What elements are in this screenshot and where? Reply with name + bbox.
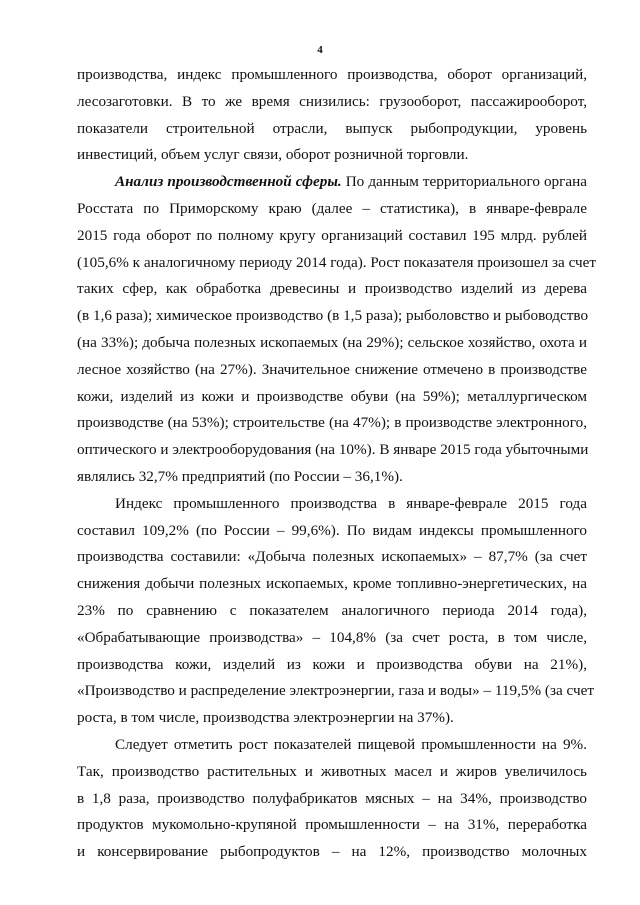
- text-line: являлись 32,7% предприятий (по России – 36,1%).: [77, 467, 403, 485]
- text-line: и консервирование рыбопродуктов – на 12%, производство молочных: [77, 843, 587, 861]
- text-line: «Производство и распределение электроэнергии, газа и воды» – 119,5% (за счет: [77, 682, 594, 700]
- text-line: производства, индекс промышленного производства, оборот организаций,: [77, 66, 587, 83]
- text-line: (105,6% к аналогичному периоду 2014 года). Рост показателя произошел за счет: [77, 253, 597, 271]
- text-line: оптического и электрооборудования (на 10%). В январе 2015 года убыточными: [77, 441, 589, 459]
- text-line: инвестиций, объем услуг связи, оборот розничной торговли.: [77, 146, 469, 164]
- paragraph-4: [77, 732, 587, 866]
- text-line: Индекс промышленного производства в январе-феврале 2015 года: [115, 494, 587, 512]
- text-line: в 1,8 раза, производство полуфабрикатов мясных – на 34%, производство: [77, 789, 587, 807]
- text-line: 2015 года оборот по полному кругу организаций составил 195 млрд. рублей: [77, 226, 587, 244]
- text-line: лесное хозяйство (на 27%). Значительное снижение отмечено в производстве: [77, 360, 587, 378]
- text-line: 23% по сравнению с показателем аналогичного периода 2014 года),: [77, 601, 587, 619]
- text-line: «Обрабатывающие производства» – 104,8% (за счет роста, в том числе,: [77, 628, 587, 646]
- text-line: Следует отметить рост показателей пищевой промышленности на 9%.: [115, 735, 587, 753]
- text-line: Росстата по Приморскому краю (далее – статистика), в январе-феврале: [77, 199, 587, 217]
- text-line: кожи, изделий из кожи и производстве обуви (на 59%); металлургическом: [77, 387, 587, 405]
- text-line: производства составили: «Добыча полезных ископаемых» – 87,7% (за счет: [77, 548, 587, 566]
- text-line: снижения добычи полезных ископаемых, кроме топливно-энергетических, на: [77, 575, 587, 593]
- text-line: составил 109,2% (по России – 99,6%). По видам индексы промышленного: [77, 521, 587, 539]
- text-line: продуктов мукомольно-крупяной промышленности – на 31%, переработка: [77, 816, 587, 834]
- text-line: [77, 169, 587, 196]
- text-line: производстве (на 53%); строительстве (на 47%); в производстве электронного,: [77, 414, 587, 432]
- text-line: показатели строительной отрасли, выпуск рыбопродукции, уровень: [77, 119, 587, 137]
- paragraph-1: [77, 62, 587, 169]
- section-heading: Анализ производственной сферы.: [115, 173, 342, 191]
- page-number: 4: [317, 44, 323, 56]
- text-run: По данным территориального органа: [341, 173, 587, 191]
- text-line: таких сфер, как обработка древесины и производство изделий из дерева: [77, 280, 587, 298]
- text-line: Так, производство растительных и животных масел и жиров увеличилось: [77, 762, 587, 780]
- document-body: [77, 62, 597, 866]
- text-line: роста, в том числе, производства электроэнергии на 37%).: [77, 709, 454, 727]
- paragraph-2: [77, 169, 597, 491]
- text-line: (в 1,6 раза); химическое производство (в 1,5 раза); рыболовство и рыбоводство: [77, 307, 589, 325]
- text-line: производства кожи, изделий из кожи и производства обуви на 21%),: [77, 655, 587, 673]
- text-line: (на 33%); добыча полезных ископаемых (на 29%); сельское хозяйство, охота и: [77, 333, 587, 351]
- text-line: лесозаготовки. В то же время снизились: грузооборот, пассажирооборот,: [77, 92, 587, 110]
- paragraph-3: [77, 491, 594, 732]
